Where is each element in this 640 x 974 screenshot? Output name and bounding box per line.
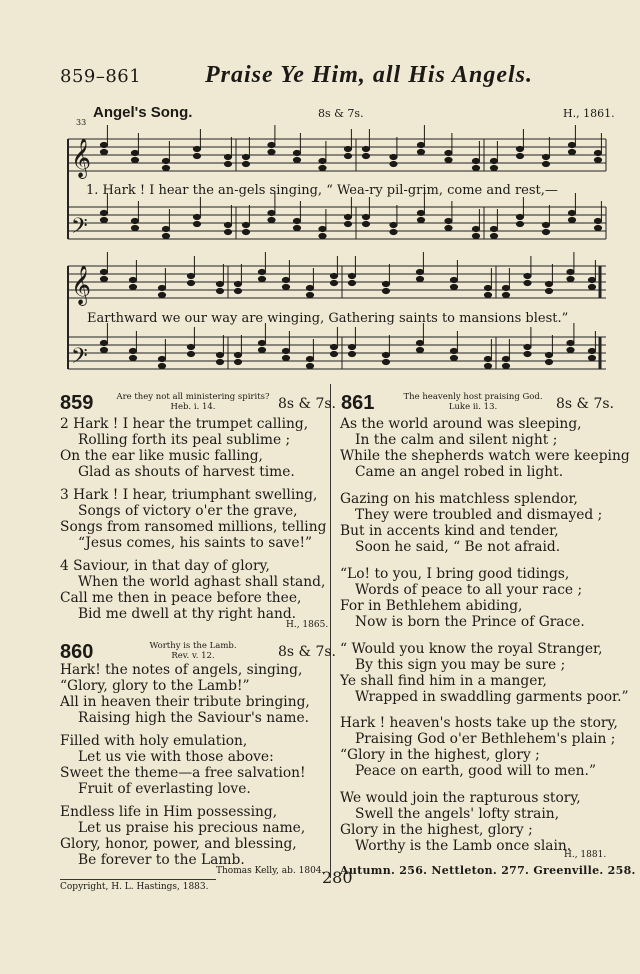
reference-text: The heavenly host praising God. — [403, 392, 543, 402]
note-head — [187, 273, 194, 278]
verse-line: On the ear like music falling, — [60, 448, 263, 464]
hymn-number: 861 — [341, 392, 375, 414]
note-head — [502, 363, 509, 368]
verse-line: Filled with holy emulation, — [60, 733, 248, 749]
note-head — [450, 355, 457, 360]
verse-line: Ye shall find him in a manger, — [340, 673, 547, 689]
verse-line: Hark ! heaven's hosts take up the story, — [340, 715, 618, 731]
verse-line: We would join the rapturous story, — [340, 790, 581, 806]
copyright: Copyright, H. L. Hastings, 1883. — [60, 882, 209, 892]
verse-line: For in Bethlehem abiding, — [340, 598, 523, 614]
note-head — [484, 285, 491, 290]
note-head — [588, 348, 595, 353]
verse-line: Came an angel robed in light. — [355, 464, 564, 480]
note-head — [390, 161, 397, 166]
hymn-number: 859 — [60, 392, 94, 414]
scripture-reference — [108, 392, 278, 412]
note-head — [516, 214, 523, 219]
note-head — [131, 225, 138, 230]
hymn-meter: 8s & 7s. — [278, 396, 336, 412]
note-head — [594, 150, 601, 155]
verse-line: All in heaven their tribute bringing, — [60, 694, 310, 710]
footer-rule — [60, 879, 216, 880]
page-number: 280 — [322, 868, 353, 887]
verse — [60, 487, 326, 551]
hymn-meter: 8s & 7s. — [556, 396, 614, 412]
note-head — [216, 352, 223, 357]
verse — [60, 662, 310, 726]
note-head — [417, 210, 424, 215]
note-head — [568, 210, 575, 215]
note-head — [594, 225, 601, 230]
note-head — [445, 157, 452, 162]
note-head — [472, 158, 479, 163]
note-head — [224, 161, 231, 166]
note-head — [382, 359, 389, 364]
verse-line: 2 Hark ! I hear the trumpet calling, — [60, 416, 309, 432]
page-title: Praise Ye Him, all His Angels. — [205, 62, 534, 88]
note-head — [100, 210, 107, 215]
note-head — [129, 348, 136, 353]
verse — [340, 416, 630, 480]
note-head — [567, 347, 574, 352]
verse-line: Wrapped in swaddling garments poor.” — [355, 689, 629, 705]
note-head — [390, 229, 397, 234]
note-head — [242, 222, 249, 227]
note-head — [416, 276, 423, 281]
verse-line: Let us vie with those above: — [78, 749, 274, 765]
tune-meter: 8s & 7s. — [318, 107, 364, 120]
note-head — [224, 229, 231, 234]
note-head — [362, 153, 369, 158]
note-head — [100, 340, 107, 345]
note-head — [100, 276, 107, 281]
verse — [340, 566, 585, 630]
note-head — [129, 355, 136, 360]
note-head — [282, 348, 289, 353]
note-head — [382, 281, 389, 286]
note-head — [588, 355, 595, 360]
verse-line: “Glory in the highest, glory ; — [340, 747, 540, 763]
note-head — [382, 352, 389, 357]
note-head — [344, 221, 351, 226]
note-head — [362, 214, 369, 219]
note-head — [417, 142, 424, 147]
tune-author: H., 1861. — [563, 107, 615, 120]
note-head — [568, 217, 575, 222]
note-head — [293, 218, 300, 223]
note-head — [416, 269, 423, 274]
bass-clef-icon: 𝄢 — [71, 214, 88, 244]
verse-line: By this sign you may be sure ; — [355, 657, 566, 673]
verse-line: Be forever to the Lamb. — [78, 852, 245, 868]
hymn-meter: 8s & 7s. — [278, 644, 336, 660]
note-head — [524, 351, 531, 356]
note-head — [594, 157, 601, 162]
verse-line: Soon he said, “ Be not afraid. — [355, 539, 561, 555]
note-head — [362, 221, 369, 226]
note-head — [330, 280, 337, 285]
verse-line: When the world aghast shall stand, — [78, 574, 326, 590]
tune-name: Angel's Song. — [93, 104, 193, 121]
note-head — [100, 149, 107, 154]
verse-line: Glad as shouts of harvest time. — [78, 464, 295, 480]
note-head — [282, 277, 289, 282]
note-head — [344, 146, 351, 151]
reference-citation: Heb. i. 14. — [170, 402, 216, 412]
verse-line: Gazing on his matchless splendor, — [340, 491, 578, 507]
note-head — [330, 351, 337, 356]
note-head — [542, 222, 549, 227]
verse-line: Bid me dwell at thy right hand. — [78, 606, 297, 622]
note-head — [524, 344, 531, 349]
note-head — [258, 347, 265, 352]
note-head — [216, 281, 223, 286]
note-head — [100, 142, 107, 147]
metronome-mark: 33 — [76, 118, 87, 127]
note-head — [445, 225, 452, 230]
note-head — [162, 233, 169, 238]
note-head — [516, 146, 523, 151]
note-head — [568, 149, 575, 154]
note-head — [472, 233, 479, 238]
note-head — [162, 158, 169, 163]
note-head — [445, 218, 452, 223]
verse — [340, 641, 629, 705]
note-head — [293, 150, 300, 155]
note-head — [502, 292, 509, 297]
note-head — [416, 347, 423, 352]
note-head — [524, 273, 531, 278]
note-head — [234, 359, 241, 364]
note-head — [545, 288, 552, 293]
reference-text: Worthy is the Lamb. — [149, 641, 237, 651]
note-head — [258, 269, 265, 274]
verse — [340, 715, 618, 779]
verse-line: Sweet the theme—a free salvation! — [60, 765, 306, 781]
note-head — [187, 351, 194, 356]
verse-line: Call me then in peace before thee, — [60, 590, 302, 606]
note-head — [567, 276, 574, 281]
note-head — [162, 165, 169, 170]
note-head — [490, 226, 497, 231]
note-head — [567, 269, 574, 274]
note-head — [362, 146, 369, 151]
note-head — [484, 356, 491, 361]
note-head — [390, 154, 397, 159]
note-head — [216, 359, 223, 364]
hymn-number: 860 — [60, 641, 94, 663]
note-head — [234, 281, 241, 286]
note-head — [193, 146, 200, 151]
scripture-reference — [108, 641, 278, 661]
hymn-range: 859–861 — [60, 66, 142, 87]
note-head — [348, 273, 355, 278]
verse-line: Praising God o'er Bethlehem's plain ; — [355, 731, 616, 747]
note-head — [293, 157, 300, 162]
note-head — [545, 352, 552, 357]
note-head — [234, 352, 241, 357]
verse-line: Endless life in Him possessing, — [60, 804, 278, 820]
note-head — [382, 288, 389, 293]
note-head — [158, 292, 165, 297]
note-head — [330, 273, 337, 278]
attribution: H., 1881. — [564, 850, 607, 860]
treble-clef-icon: 𝄞 — [71, 138, 92, 178]
lyric-line-1: 1. Hark ! I hear the an-gels singing, “ Wea-ry pil-grim, come and rest,— — [86, 183, 558, 198]
verse-line: Words of peace to all your race ; — [355, 582, 583, 598]
verse-line: Glory, honor, power, and blessing, — [60, 836, 297, 852]
verse-line: Songs from ransomed millions, telling — [60, 519, 327, 535]
note-head — [502, 356, 509, 361]
note-head — [588, 277, 595, 282]
reference-text: Are they not all ministering spirits? — [116, 392, 270, 402]
attribution: H., 1865. — [286, 620, 329, 630]
scripture-reference — [388, 392, 558, 412]
note-head — [268, 217, 275, 222]
verse-line: Hark! the notes of angels, singing, — [60, 662, 303, 678]
note-head — [100, 269, 107, 274]
note-head — [502, 285, 509, 290]
note-head — [242, 229, 249, 234]
note-head — [390, 222, 397, 227]
note-head — [100, 217, 107, 222]
verse-line: Songs of victory o'er the grave, — [78, 503, 298, 519]
note-head — [524, 280, 531, 285]
verse-line: They were troubled and dismayed ; — [355, 507, 603, 523]
note-head — [268, 149, 275, 154]
note-head — [450, 348, 457, 353]
note-head — [258, 340, 265, 345]
reference-citation: Luke ii. 13. — [448, 402, 498, 412]
note-head — [162, 226, 169, 231]
note-head — [348, 351, 355, 356]
attribution: Thomas Kelly, ab. 1804. — [216, 866, 325, 876]
note-head — [330, 344, 337, 349]
note-head — [319, 158, 326, 163]
note-head — [319, 233, 326, 238]
note-head — [319, 226, 326, 231]
lyric-line-2: Earthward we our way are winging, Gathering saints to mansions blest.” — [87, 311, 569, 326]
note-head — [588, 284, 595, 289]
verse — [60, 804, 305, 868]
verse — [60, 733, 306, 797]
column-divider — [330, 384, 331, 878]
verse-line: Glory in the highest, glory ; — [340, 822, 533, 838]
note-head — [348, 344, 355, 349]
verse-line: “Lo! to you, I bring good tidings, — [340, 566, 570, 582]
note-head — [344, 214, 351, 219]
note-head — [306, 356, 313, 361]
note-head — [417, 149, 424, 154]
note-head — [158, 285, 165, 290]
note-head — [542, 154, 549, 159]
note-head — [516, 153, 523, 158]
verse-line: Now is born the Prince of Grace. — [355, 614, 585, 630]
verse-line: “ Would you know the royal Stranger, — [340, 641, 603, 657]
note-head — [129, 284, 136, 289]
note-head — [187, 344, 194, 349]
note-head — [258, 276, 265, 281]
note-head — [100, 347, 107, 352]
note-head — [484, 292, 491, 297]
note-head — [545, 281, 552, 286]
note-head — [234, 288, 241, 293]
verse — [60, 558, 325, 622]
note-head — [542, 161, 549, 166]
note-head — [193, 153, 200, 158]
reference-citation: Rev. v. 12. — [171, 651, 215, 661]
note-head — [516, 221, 523, 226]
note-head — [567, 340, 574, 345]
note-head — [216, 288, 223, 293]
verse-line: Fruit of everlasting love. — [78, 781, 251, 797]
verse-line: “Glory, glory to the Lamb!” — [60, 678, 250, 694]
note-head — [131, 218, 138, 223]
verse — [340, 790, 581, 854]
verse-line: Worthy is the Lamb once slain. — [355, 838, 572, 854]
note-head — [282, 355, 289, 360]
note-head — [348, 280, 355, 285]
note-head — [450, 284, 457, 289]
note-head — [131, 157, 138, 162]
note-head — [268, 210, 275, 215]
note-head — [306, 363, 313, 368]
verse-line: Raising high the Saviour's name. — [78, 710, 309, 726]
note-head — [319, 165, 326, 170]
note-head — [242, 154, 249, 159]
verse-line: 3 Hark ! I hear, triumphant swelling, — [60, 487, 318, 503]
note-head — [472, 226, 479, 231]
note-head — [224, 222, 231, 227]
note-head — [187, 280, 194, 285]
note-head — [293, 225, 300, 230]
verse — [60, 416, 308, 480]
verse-line: “Jesus comes, his saints to save!” — [78, 535, 313, 551]
note-head — [490, 233, 497, 238]
note-head — [490, 158, 497, 163]
note-head — [568, 142, 575, 147]
note-head — [416, 340, 423, 345]
note-head — [129, 277, 136, 282]
note-head — [193, 221, 200, 226]
note-head — [542, 229, 549, 234]
note-head — [131, 150, 138, 155]
verse-line: In the calm and silent night ; — [355, 432, 558, 448]
verse-line: Rolling forth its peal sublime ; — [78, 432, 291, 448]
note-head — [224, 154, 231, 159]
verse-line: As the world around was sleeping, — [340, 416, 582, 432]
note-head — [158, 363, 165, 368]
note-head — [450, 277, 457, 282]
verse — [340, 491, 602, 555]
note-head — [490, 165, 497, 170]
note-head — [344, 153, 351, 158]
note-head — [545, 359, 552, 364]
note-head — [472, 165, 479, 170]
note-head — [417, 217, 424, 222]
note-head — [306, 285, 313, 290]
alternate-tunes: Autumn. 256. Nettleton. 277. Greenville. 258. — [340, 864, 636, 877]
verse-line: Swell the angels' lofty strain, — [355, 806, 560, 822]
verse-line: Peace on earth, good will to men.” — [355, 763, 597, 779]
note-head — [268, 142, 275, 147]
bass-clef-icon: 𝄢 — [71, 344, 88, 374]
note-head — [594, 218, 601, 223]
verse-line: But in accents kind and tender, — [340, 523, 559, 539]
note-head — [484, 363, 491, 368]
verse-line: While the shepherds watch were keeping — [340, 448, 630, 464]
note-head — [306, 292, 313, 297]
note-head — [158, 356, 165, 361]
note-head — [445, 150, 452, 155]
note-head — [242, 161, 249, 166]
verse-line: Let us praise his precious name, — [78, 820, 306, 836]
verse-line: 4 Saviour, in that day of glory, — [60, 558, 270, 574]
note-head — [282, 284, 289, 289]
note-head — [193, 214, 200, 219]
treble-clef-icon: 𝄞 — [71, 265, 92, 305]
